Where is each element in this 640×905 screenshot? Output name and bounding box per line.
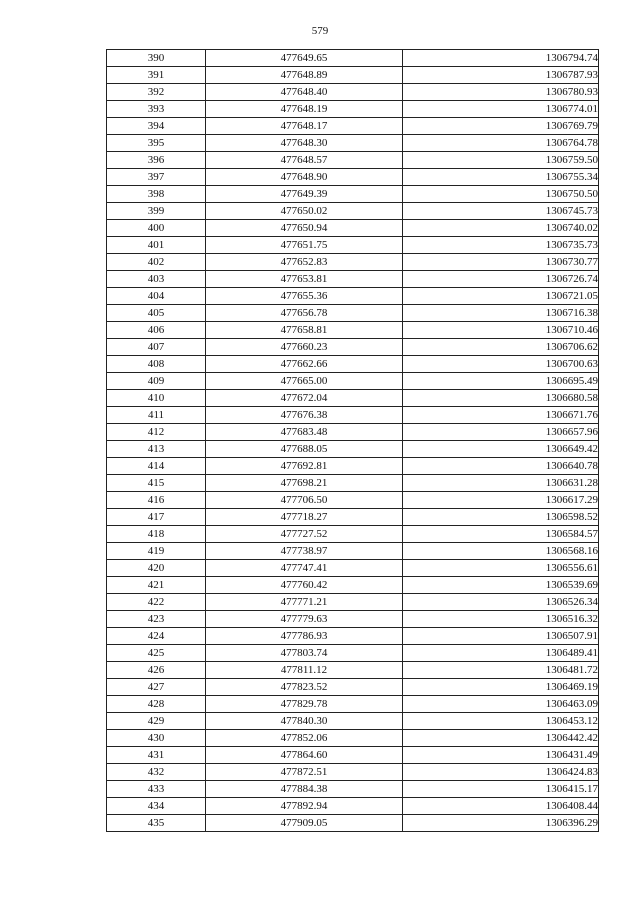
- table-row: [107, 747, 599, 764]
- x-coordinate-cell: 477718.27: [206, 509, 403, 526]
- point-number-cell: 426: [107, 662, 206, 679]
- y-coordinate-cell: 1306469.19: [403, 679, 599, 696]
- table-row: [107, 322, 599, 339]
- point-number-cell: 422: [107, 594, 206, 611]
- x-coordinate-cell: 477771.21: [206, 594, 403, 611]
- coordinates-table-body: [107, 50, 599, 832]
- x-coordinate-cell: 477747.41: [206, 560, 403, 577]
- table-row: [107, 135, 599, 152]
- x-coordinate-cell: 477786.93: [206, 628, 403, 645]
- point-number-cell: 393: [107, 101, 206, 118]
- y-coordinate-cell: 1306764.78: [403, 135, 599, 152]
- table-row: [107, 254, 599, 271]
- y-coordinate-cell: 1306481.72: [403, 662, 599, 679]
- y-coordinate-cell: 1306584.57: [403, 526, 599, 543]
- x-coordinate-cell: 477892.94: [206, 798, 403, 815]
- x-coordinate-cell: 477651.75: [206, 237, 403, 254]
- point-number-cell: 409: [107, 373, 206, 390]
- y-coordinate-cell: 1306568.16: [403, 543, 599, 560]
- x-coordinate-cell: 477727.52: [206, 526, 403, 543]
- x-coordinate-cell: 477706.50: [206, 492, 403, 509]
- y-coordinate-cell: 1306408.44: [403, 798, 599, 815]
- y-coordinate-cell: 1306730.77: [403, 254, 599, 271]
- point-number-cell: 397: [107, 169, 206, 186]
- point-number-cell: 408: [107, 356, 206, 373]
- point-number-cell: 395: [107, 135, 206, 152]
- point-number-cell: 413: [107, 441, 206, 458]
- y-coordinate-cell: 1306539.69: [403, 577, 599, 594]
- x-coordinate-cell: 477840.30: [206, 713, 403, 730]
- point-number-cell: 435: [107, 815, 206, 832]
- table-row: [107, 390, 599, 407]
- y-coordinate-cell: 1306424.83: [403, 764, 599, 781]
- table-row: [107, 611, 599, 628]
- table-row: [107, 696, 599, 713]
- x-coordinate-cell: 477738.97: [206, 543, 403, 560]
- table-row: [107, 509, 599, 526]
- y-coordinate-cell: 1306649.42: [403, 441, 599, 458]
- x-coordinate-cell: 477698.21: [206, 475, 403, 492]
- point-number-cell: 428: [107, 696, 206, 713]
- point-number-cell: 412: [107, 424, 206, 441]
- point-number-cell: 392: [107, 84, 206, 101]
- y-coordinate-cell: 1306710.46: [403, 322, 599, 339]
- point-number-cell: 430: [107, 730, 206, 747]
- x-coordinate-cell: 477676.38: [206, 407, 403, 424]
- x-coordinate-cell: 477823.52: [206, 679, 403, 696]
- x-coordinate-cell: 477662.66: [206, 356, 403, 373]
- x-coordinate-cell: 477683.48: [206, 424, 403, 441]
- y-coordinate-cell: 1306695.49: [403, 373, 599, 390]
- table-row: [107, 339, 599, 356]
- table-row: [107, 594, 599, 611]
- y-coordinate-cell: 1306745.73: [403, 203, 599, 220]
- table-row: [107, 356, 599, 373]
- table-row: [107, 730, 599, 747]
- x-coordinate-cell: 477852.06: [206, 730, 403, 747]
- y-coordinate-cell: 1306453.12: [403, 713, 599, 730]
- x-coordinate-cell: 477811.12: [206, 662, 403, 679]
- table-row: [107, 781, 599, 798]
- x-coordinate-cell: 477692.81: [206, 458, 403, 475]
- point-number-cell: 401: [107, 237, 206, 254]
- x-coordinate-cell: 477864.60: [206, 747, 403, 764]
- y-coordinate-cell: 1306415.17: [403, 781, 599, 798]
- point-number-cell: 410: [107, 390, 206, 407]
- table-row: [107, 628, 599, 645]
- point-number-cell: 415: [107, 475, 206, 492]
- table-row: [107, 373, 599, 390]
- y-coordinate-cell: 1306774.01: [403, 101, 599, 118]
- table-row: [107, 203, 599, 220]
- table-row: [107, 288, 599, 305]
- x-coordinate-cell: 477803.74: [206, 645, 403, 662]
- x-coordinate-cell: 477648.17: [206, 118, 403, 135]
- table-row: [107, 220, 599, 237]
- x-coordinate-cell: 477658.81: [206, 322, 403, 339]
- table-row: [107, 577, 599, 594]
- point-number-cell: 420: [107, 560, 206, 577]
- x-coordinate-cell: 477648.19: [206, 101, 403, 118]
- y-coordinate-cell: 1306617.29: [403, 492, 599, 509]
- x-coordinate-cell: 477872.51: [206, 764, 403, 781]
- table-row: [107, 186, 599, 203]
- table-row: [107, 543, 599, 560]
- y-coordinate-cell: 1306516.32: [403, 611, 599, 628]
- x-coordinate-cell: 477649.39: [206, 186, 403, 203]
- y-coordinate-cell: 1306721.05: [403, 288, 599, 305]
- x-coordinate-cell: 477649.65: [206, 50, 403, 67]
- y-coordinate-cell: 1306507.91: [403, 628, 599, 645]
- point-number-cell: 394: [107, 118, 206, 135]
- y-coordinate-cell: 1306769.79: [403, 118, 599, 135]
- point-number-cell: 399: [107, 203, 206, 220]
- point-number-cell: 423: [107, 611, 206, 628]
- table-row: [107, 152, 599, 169]
- y-coordinate-cell: 1306396.29: [403, 815, 599, 832]
- table-row: [107, 101, 599, 118]
- x-coordinate-cell: 477656.78: [206, 305, 403, 322]
- table-row: [107, 798, 599, 815]
- point-number-cell: 432: [107, 764, 206, 781]
- point-number-cell: 404: [107, 288, 206, 305]
- point-number-cell: 405: [107, 305, 206, 322]
- table-row: [107, 662, 599, 679]
- table-row: [107, 169, 599, 186]
- point-number-cell: 398: [107, 186, 206, 203]
- table-row: [107, 526, 599, 543]
- y-coordinate-cell: 1306671.76: [403, 407, 599, 424]
- y-coordinate-cell: 1306700.63: [403, 356, 599, 373]
- table-row: [107, 645, 599, 662]
- point-number-cell: 421: [107, 577, 206, 594]
- y-coordinate-cell: 1306556.61: [403, 560, 599, 577]
- x-coordinate-cell: 477909.05: [206, 815, 403, 832]
- y-coordinate-cell: 1306750.50: [403, 186, 599, 203]
- y-coordinate-cell: 1306598.52: [403, 509, 599, 526]
- x-coordinate-cell: 477650.02: [206, 203, 403, 220]
- table-row: [107, 492, 599, 509]
- table-row: [107, 84, 599, 101]
- table-row: [107, 679, 599, 696]
- table-row: [107, 441, 599, 458]
- y-coordinate-cell: 1306640.78: [403, 458, 599, 475]
- point-number-cell: 406: [107, 322, 206, 339]
- point-number-cell: 391: [107, 67, 206, 84]
- y-coordinate-cell: 1306706.62: [403, 339, 599, 356]
- point-number-cell: 434: [107, 798, 206, 815]
- x-coordinate-cell: 477648.40: [206, 84, 403, 101]
- x-coordinate-cell: 477648.57: [206, 152, 403, 169]
- point-number-cell: 429: [107, 713, 206, 730]
- point-number-cell: 400: [107, 220, 206, 237]
- point-number-cell: 433: [107, 781, 206, 798]
- table-row: [107, 67, 599, 84]
- x-coordinate-cell: 477660.23: [206, 339, 403, 356]
- x-coordinate-cell: 477829.78: [206, 696, 403, 713]
- point-number-cell: 402: [107, 254, 206, 271]
- table-row: [107, 458, 599, 475]
- table-row: [107, 407, 599, 424]
- x-coordinate-cell: 477672.04: [206, 390, 403, 407]
- y-coordinate-cell: 1306716.38: [403, 305, 599, 322]
- y-coordinate-cell: 1306680.58: [403, 390, 599, 407]
- table-row: [107, 815, 599, 832]
- table-row: [107, 424, 599, 441]
- y-coordinate-cell: 1306735.73: [403, 237, 599, 254]
- point-number-cell: 407: [107, 339, 206, 356]
- x-coordinate-cell: 477884.38: [206, 781, 403, 798]
- table-row: [107, 118, 599, 135]
- y-coordinate-cell: 1306759.50: [403, 152, 599, 169]
- table-row: [107, 560, 599, 577]
- point-number-cell: 419: [107, 543, 206, 560]
- y-coordinate-cell: 1306726.74: [403, 271, 599, 288]
- point-number-cell: 424: [107, 628, 206, 645]
- y-coordinate-cell: 1306442.42: [403, 730, 599, 747]
- table-row: [107, 305, 599, 322]
- y-coordinate-cell: 1306431.49: [403, 747, 599, 764]
- point-number-cell: 411: [107, 407, 206, 424]
- y-coordinate-cell: 1306794.74: [403, 50, 599, 67]
- y-coordinate-cell: 1306787.93: [403, 67, 599, 84]
- x-coordinate-cell: 477779.63: [206, 611, 403, 628]
- table-row: [107, 475, 599, 492]
- point-number-cell: 396: [107, 152, 206, 169]
- y-coordinate-cell: 1306657.96: [403, 424, 599, 441]
- point-number-cell: 431: [107, 747, 206, 764]
- x-coordinate-cell: 477650.94: [206, 220, 403, 237]
- x-coordinate-cell: 477688.05: [206, 441, 403, 458]
- table-row: [107, 764, 599, 781]
- y-coordinate-cell: 1306740.02: [403, 220, 599, 237]
- table-row: [107, 271, 599, 288]
- point-number-cell: 425: [107, 645, 206, 662]
- point-number-cell: 403: [107, 271, 206, 288]
- point-number-cell: 418: [107, 526, 206, 543]
- x-coordinate-cell: 477653.81: [206, 271, 403, 288]
- y-coordinate-cell: 1306755.34: [403, 169, 599, 186]
- point-number-cell: 427: [107, 679, 206, 696]
- table-row: [107, 713, 599, 730]
- y-coordinate-cell: 1306526.34: [403, 594, 599, 611]
- x-coordinate-cell: 477655.36: [206, 288, 403, 305]
- x-coordinate-cell: 477648.90: [206, 169, 403, 186]
- table-row: [107, 50, 599, 67]
- table-row: [107, 237, 599, 254]
- y-coordinate-cell: 1306780.93: [403, 84, 599, 101]
- y-coordinate-cell: 1306631.28: [403, 475, 599, 492]
- point-number-cell: 416: [107, 492, 206, 509]
- y-coordinate-cell: 1306489.41: [403, 645, 599, 662]
- point-number-cell: 417: [107, 509, 206, 526]
- y-coordinate-cell: 1306463.09: [403, 696, 599, 713]
- x-coordinate-cell: 477760.42: [206, 577, 403, 594]
- x-coordinate-cell: 477648.30: [206, 135, 403, 152]
- x-coordinate-cell: 477665.00: [206, 373, 403, 390]
- x-coordinate-cell: 477648.89: [206, 67, 403, 84]
- coordinates-table: [106, 49, 599, 832]
- x-coordinate-cell: 477652.83: [206, 254, 403, 271]
- point-number-cell: 414: [107, 458, 206, 475]
- point-number-cell: 390: [107, 50, 206, 67]
- page-number: 579: [311, 25, 329, 37]
